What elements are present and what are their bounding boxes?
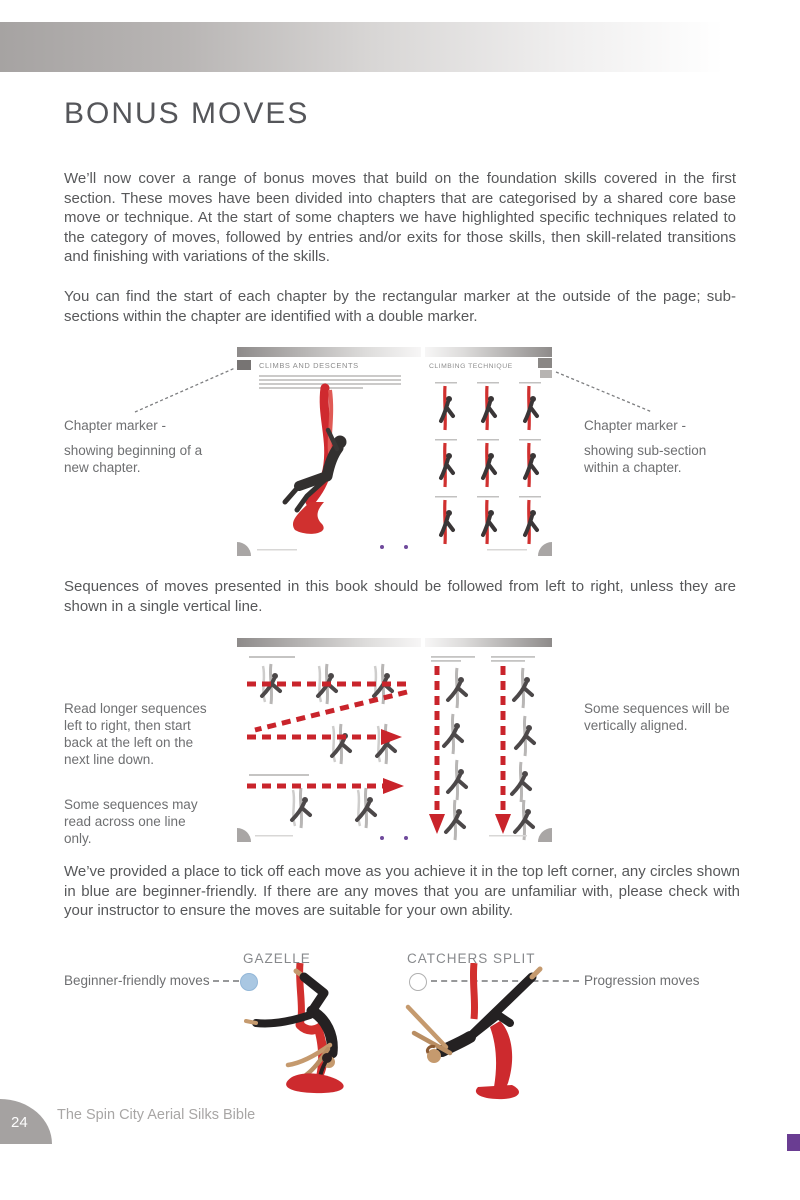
mini-header-bar [425,638,552,647]
mini-header-bar [425,347,552,357]
gazelle-photo [240,963,400,1094]
sequences-paragraph: Sequences of moves presented in this book should be followed from left to right, unless they are shown in a single vertical line. [64,578,736,615]
page-title: BONUS MOVES [64,97,310,130]
mini-page-title: CLIMBING TECHNIQUE [429,363,513,370]
dashed-connector-left [133,362,237,414]
finding-chapters-paragraph: You can find the start of each chapter by the rectangular marker at the outside of the page; sub-sections within the chapter are identified with a double marker. [64,288,736,325]
tick-off-paragraph: We’ve provided a place to tick off each move as you achieve it in the top left corner, any circles shown in blue are beginner-friendly. If there are any moves that you are unfamiliar with, please check with your instructor to ensure the moves are suitable for your own ability. [64,863,740,920]
one-line-label: Some sequences may read across one line only. [64,797,198,846]
gazelle-title: GAZELLE [243,951,311,966]
label-heading: Chapter marker - [584,418,687,433]
mini-footer-line [489,835,527,837]
mini-footer-line [255,835,293,837]
double-marker-bottom [540,370,552,378]
page-indicator-dot [404,836,408,840]
mini-header-bar [237,347,421,357]
page-indicator-dot [404,545,408,549]
page-indicator-dot [380,545,384,549]
chapter-marker-right-label [584,417,744,476]
mini-header-bar [237,638,421,647]
intro-paragraph: We’ll now cover a range of bonus moves that build on the foundation skills covered in the first section. These moves have been divided into chapters that are categorised by a shared core base move or technique. At the start of some chapters we have highlighted specific techniques related to the category of moves, followed by entries and/or exits for those skills, then skill-related transitions and finishing with variations of the skills. [64,170,736,266]
page-indicator-dot [380,836,384,840]
book-title: The Spin City Aerial Silks Bible [57,1107,256,1123]
chapter-marker-rect [237,360,251,370]
catchers-split-title: CATCHERS SPLIT [407,951,536,966]
mini-caption [249,656,295,658]
label-heading: Chapter marker - [64,418,167,433]
vertical-sequence-label: Some sequences will be vertically aligned. [584,701,730,733]
label-text: showing beginning of a new chapter. [64,443,203,475]
chapter-marker-left-label [64,417,216,476]
mini-page-title: CLIMBS AND DESCENTS [259,361,359,370]
purple-corner-square [787,1134,800,1151]
catchers-split-photo [400,963,575,1100]
page-number: 24 [11,1114,28,1131]
beginner-friendly-label: Beginner-friendly moves [64,973,210,988]
thumbnail-horizontal-sequence-page [237,636,421,842]
dashed-connector-right [554,368,654,416]
header-gradient-bar [0,22,746,72]
thumbnail-vertical-sequence-page [425,636,552,842]
double-marker-top [538,358,552,368]
mini-caption [249,774,309,776]
read-longer-label: Read longer sequences left to right, then start back at the left on the next line down. [64,701,207,767]
mini-footer-line [257,549,297,551]
label-text: showing sub-section within a chapter. [584,443,707,475]
dashed-line [213,980,239,982]
mini-footer-line [487,549,527,551]
progression-label: Progression moves [584,973,700,988]
thumbnail-climbs-and-descents-page [237,344,421,556]
thumbnail-climbing-technique-page [425,344,552,556]
mini-page-bg [425,636,552,842]
